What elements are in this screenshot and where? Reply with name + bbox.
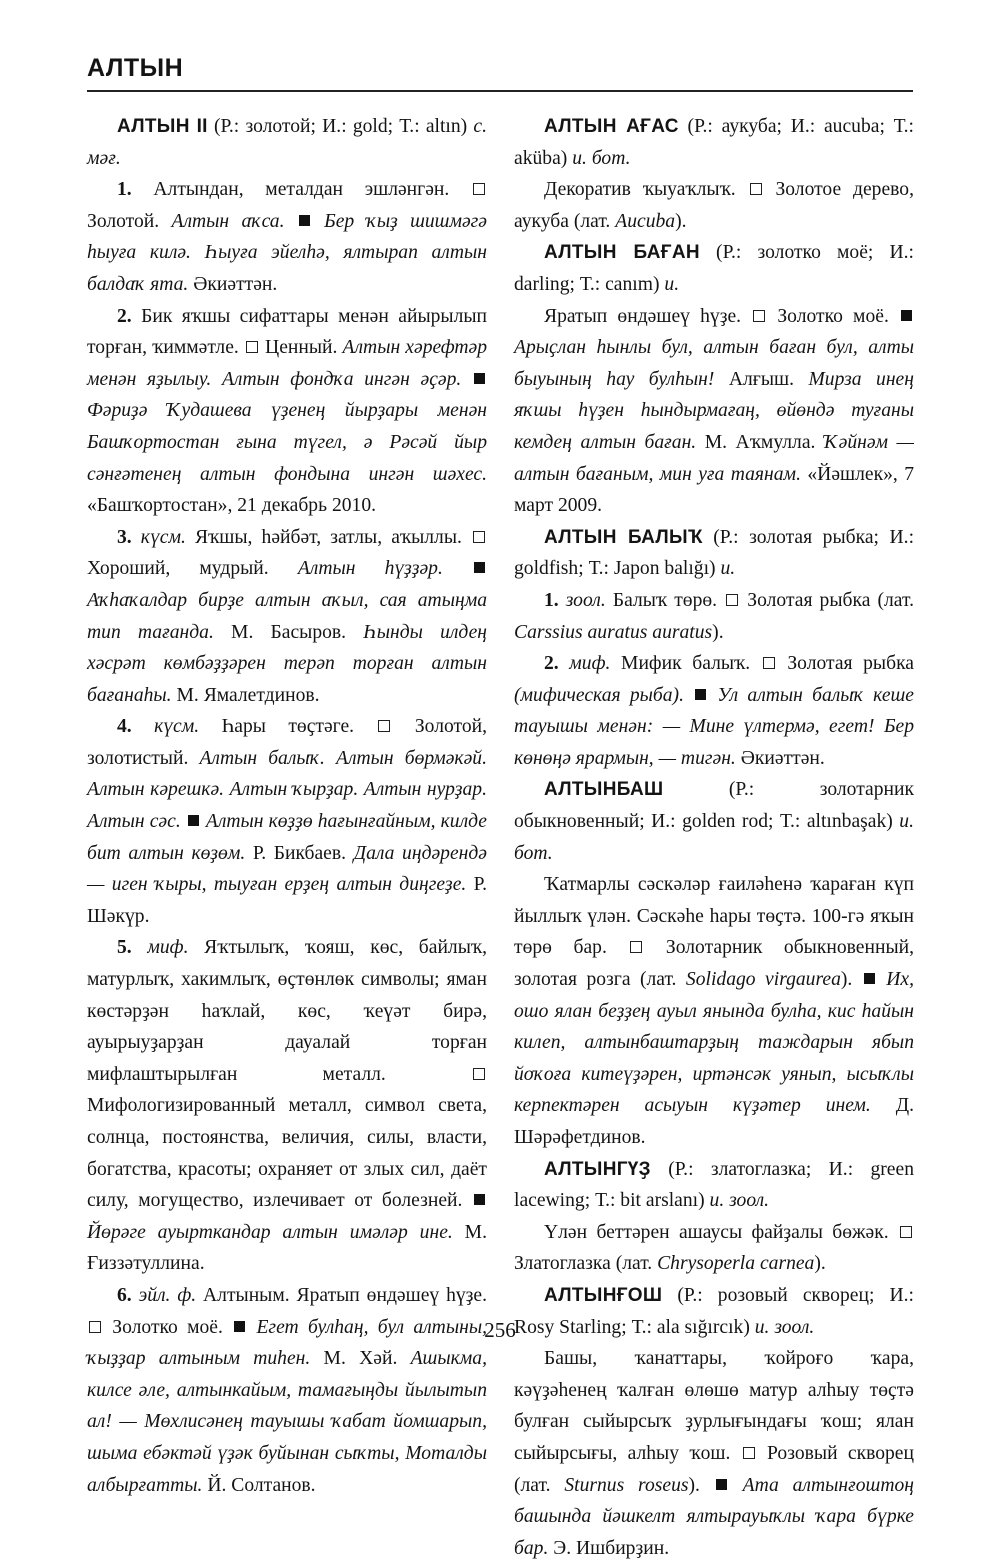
page-number: 256	[484, 1318, 516, 1342]
russian-translation: Золотое дерево, аукуба (лат.	[514, 179, 914, 232]
headword: АЛТЫН БАЛЫҠ	[544, 526, 703, 548]
definition: Яҡшы, һәйбәт, затлы, аҡыллы.	[185, 526, 471, 548]
latin-name: Carssius auratus auratus	[514, 621, 713, 643]
russian-translation: Розовый скворец (лат.	[514, 1442, 914, 1496]
source: М. Ямалетдинов.	[171, 684, 320, 706]
definition-block	[514, 869, 914, 1153]
quotation: Фәриҙә Ҡудашева үҙенең йырҙары менән Башҡортостан ғына түгел, ә Рәсәй йыр сәнғәтенең алтын фондына ингән шәхес.	[87, 400, 487, 485]
left-column	[87, 111, 487, 1501]
entry-languages: (Р.: золотая рыбка; И.: goldfish; Т.: Japon balığı)	[514, 526, 915, 580]
definition-block	[514, 1343, 914, 1564]
example-square-icon	[188, 815, 199, 826]
translation-square-icon	[630, 941, 642, 953]
example-square-icon	[695, 689, 706, 700]
grammar-label: и. бот.	[514, 811, 914, 864]
definition: Мифик балыҡ.	[610, 653, 761, 675]
grammar-label: күсм.	[131, 716, 200, 738]
closing: ).	[675, 210, 687, 232]
latin-name: Solidago virgaurea	[685, 969, 841, 991]
example-square-icon	[474, 373, 485, 384]
russian-translation: Золотко моё.	[103, 1316, 233, 1338]
definition: Ҡатмарлы сәскәләр ғаиләһенә ҡараған күп йыллыҡ үлән. Сәскәһе һары төҫтә. 100-гә яҡын төрө бар.	[514, 874, 914, 959]
definition: Алтындан, металдан эшләнгән.	[131, 179, 471, 201]
latin-name: Aucuba	[615, 210, 676, 232]
quotation: Арыҫлан һынлы бул, алтын баған бул, алты быуының һау булһын!	[514, 337, 914, 390]
definition: Яратып өндәшеү һүҙе.	[544, 305, 752, 327]
quotation: Ул алтын балыҡ кеше тауышы менән: — Мине үлтермә, егет! Бер көнөңә ярармын, — тигән.	[514, 684, 914, 769]
grammar-label: и. зоол.	[709, 1190, 770, 1212]
russian-translation: Золотая рыбка (лат.	[740, 589, 914, 611]
translation-square-icon	[473, 531, 485, 543]
headword: АЛТЫН БАҒАН	[544, 242, 700, 264]
headword: АЛТЫНҒОШ	[544, 1284, 663, 1306]
sense-number: 3.	[117, 526, 132, 548]
sense-number: 6.	[117, 1284, 132, 1306]
source: Э. Ишбирҙин.	[548, 1537, 670, 1559]
translation-square-icon	[378, 720, 390, 732]
entry-languages: (Р.: золотой; И.: gold; Т.: altın)	[207, 116, 474, 137]
translation-square-icon	[246, 341, 258, 353]
translation-square-icon	[763, 657, 775, 669]
entry-headline	[514, 774, 914, 869]
grammar-label: эйл. ф.	[131, 1284, 197, 1306]
grammar-label: миф.	[131, 937, 189, 959]
source: М. Ғиззәтуллина.	[87, 1221, 487, 1275]
source: Әкиәттән.	[188, 273, 278, 295]
source: «Башҡортостан», 21 декабрь 2010.	[87, 495, 377, 517]
page-header	[87, 52, 913, 84]
quotation: Дала иңдәрендә — иген ҡыры, тыуған ерҙең алтын диңгеҙе.	[87, 842, 487, 896]
sense-4	[87, 711, 487, 932]
definition-block	[514, 1217, 914, 1280]
source: Й. Солтанов.	[202, 1474, 316, 1496]
sense-number: 1.	[544, 589, 559, 611]
example-square-icon	[474, 562, 485, 573]
quotation: Йөрәге ауырткандар алтын имәләр ине.	[87, 1221, 453, 1243]
quotation: Һынды илдең хәсрәт көмбәҙҙәрен терәп торған алтын бағанаһы.	[87, 621, 487, 706]
sense-number: 2.	[544, 653, 559, 675]
sense-5	[87, 932, 487, 1280]
definition: Бик яҡшы сифаттары менән айырылып торған, ҡиммәтле.	[87, 305, 487, 359]
translation-square-icon	[743, 1447, 755, 1459]
entry-headline	[514, 237, 914, 300]
entry-languages: (Р.: золотко моё; И.: darling; Т.: canım)	[514, 242, 914, 295]
source: М. Басыров.	[213, 621, 347, 643]
sense-2	[514, 648, 914, 774]
example-square-icon	[716, 1479, 727, 1490]
sense-6	[87, 1280, 487, 1501]
sense-number: 1.	[117, 179, 132, 201]
source: Р. Бикбаев.	[245, 842, 347, 864]
example-square-icon	[474, 1194, 485, 1205]
entry-languages: (Р.: розовый скворец; И.: Rosy Starling; Т.: ala sığırcık)	[514, 1284, 914, 1338]
source: Алғыш.	[714, 368, 794, 390]
example-square-icon	[901, 310, 912, 321]
sense-2	[87, 301, 487, 522]
sense-number: 2.	[117, 305, 132, 327]
example-square-icon	[864, 973, 875, 984]
entry-languages: (Р.: золотарник обыкновенный; И.: golden rod; Т.: altınbaşak)	[514, 779, 914, 833]
sense-number: 4.	[117, 716, 132, 738]
entry-headline	[87, 111, 487, 174]
translation-square-icon	[900, 1226, 912, 1238]
quotation: Бер ҡыҙ шишмәгә һыуға килә. Һыуға эйелһә, ялтырап алтын балдаҡ ята.	[87, 210, 487, 295]
definition: Алтыным. Яратып өндәшеү һүҙе.	[196, 1284, 487, 1306]
grammar-label: и. бот.	[572, 147, 631, 169]
grammar-label: с. мәғ.	[87, 116, 487, 169]
quotation: Их, ошо ялан беҙҙең ауыл янында булһа, кис һайын килеп, алтынбаштарҙың таждарын ябып йоҡоға китеүҙәрен, иртәнсәк уянып, ысыҡлы керпектәрен асыуын күҙәтер инем.	[514, 969, 914, 1117]
running-head: АЛТЫН	[87, 54, 184, 82]
entry-languages: (Р.: златоглазка; И.: green lacewing; Т.: bit arslanı)	[514, 1158, 914, 1212]
definition-block	[514, 301, 914, 522]
russian-translation: Хороший, мудрый.	[87, 558, 298, 580]
definition-block	[514, 174, 914, 237]
grammar-label: и.	[720, 558, 736, 580]
sense-1	[87, 174, 487, 300]
grammar-label: и. зоол.	[754, 1316, 815, 1338]
grammar-label: и.	[664, 273, 680, 295]
source: Д. Шәрәфетдинов.	[514, 1095, 914, 1148]
definition: Декоратив ҡыуаҡлыҡ.	[544, 179, 748, 201]
closing: ).	[688, 1474, 700, 1496]
entry-headline	[514, 522, 914, 585]
headword: АЛТЫНБАШ	[544, 779, 664, 801]
source: М. Хәй.	[310, 1348, 398, 1370]
entry-languages: (Р.: аукуба; И.: aucuba; Т.: aküba)	[514, 116, 915, 169]
latin-name: Chrysoperla carnea	[657, 1253, 815, 1275]
russian-translation: Золотко моё.	[767, 305, 899, 327]
sense-number: 5.	[117, 937, 132, 959]
right-column	[514, 111, 914, 1564]
header-rule	[87, 90, 913, 92]
russian-translation: Мифологизированный металл, символ света, солнца, постоянства, величия, силы, власти, богатства, красоты; охраняет от злых сил, даёт силу, могущество, излечивает от болезней.	[87, 1095, 487, 1212]
closing: ).	[840, 969, 853, 991]
quotation: Ашыкма, килсе әле, алтынкайым, тамағыңды йылытып ал! — Мөхлисәнең тауышы ҡабат йомшарып, шыма ебәктәй үҙәк буйынан сыҡты, Моталды албырғатты.	[87, 1348, 487, 1496]
source: М. Аҡмулла.	[696, 431, 816, 453]
example: Алтын аҡса.	[171, 210, 285, 232]
russian-gloss: (мифическая рыба).	[514, 684, 684, 706]
example: Алтын хәрефтәр менән яҙылыу. Алтын фондҡа ингән әҫәр.	[87, 337, 487, 390]
grammar-label: күсм.	[131, 526, 186, 548]
quotation: Алтын көҙҙө һағынғайным, килде бит алтын көҙөм.	[87, 811, 487, 864]
russian-translation: Золотарник обыкновенный, золотая розга (лат.	[514, 937, 914, 991]
quotation: Ата алтынғоштоң башында йәшкелт ялтырауыҡлы ҡара бүрке бар.	[514, 1474, 914, 1559]
translation-square-icon	[726, 594, 738, 606]
russian-translation: Златоглазка (лат.	[514, 1253, 658, 1275]
grammar-label: зоол.	[558, 589, 606, 611]
definition: Яҡтылыҡ, ҡояш, көс, байлыҡ, матурлыҡ, хакимлыҡ, өҫтөнлөк символы; яман көстәрҙән һаҡлай, көс, ҡеүәт бирә, ауырыуҙарҙан дауалай торған мифлаштырылған металл.	[87, 937, 488, 1085]
quotation: Егет булһаң, бул алтыны, ҡыҙҙар алтыным тиһен.	[87, 1316, 487, 1370]
russian-translation: Золотой, золотистый.	[87, 716, 488, 769]
russian-translation: Ценный.	[259, 337, 343, 359]
translation-square-icon	[473, 183, 485, 195]
definition: Һары төҫтәге.	[199, 716, 377, 738]
headword: АЛТЫНГҮҘ	[544, 1158, 651, 1180]
sense-3	[87, 522, 487, 712]
example: Алтын балыҡ. Алтын бөрмәкәй. Алтын кәрешкә. Алтын ҡырҙар. Алтын нурҙар. Алтын сәс.	[87, 747, 487, 833]
source: Р. Шәкүр.	[87, 874, 487, 927]
definition: Үлән беттәрен ашаусы файҙалы бөжәк.	[544, 1221, 898, 1243]
translation-square-icon	[750, 183, 762, 195]
source: «Йәшлек», 7 март 2009.	[514, 463, 914, 517]
entry-headline	[514, 111, 914, 174]
closing: ).	[814, 1253, 826, 1275]
russian-translation: Золотой.	[87, 210, 172, 232]
closing: ).	[712, 621, 724, 643]
translation-square-icon	[753, 310, 765, 322]
quotation: Мирза инең яҡшы һүҙен һындырмағаң, өйөндә туғаны кемдең алтын баған.	[514, 368, 914, 453]
quotation: Аҡһаҡалдар бирҙе алтын аҡыл, сая атыңма тип тағанда.	[87, 589, 487, 643]
definition: Башы, ҡанаттары, ҡойроғо ҡара, кәүҙәһенең ҡалған өлөшө матур алһыу төҫтә булған сыйырсыҡ ҙурлығындағы ҡош; ялан сыйырсығы, алһыу ҡош.	[514, 1348, 914, 1464]
definition: Балыҡ төрө.	[605, 589, 725, 611]
entry-headline	[514, 1154, 914, 1217]
russian-translation: Золотая рыбка	[776, 653, 914, 675]
source: Әкиәттән.	[735, 747, 825, 769]
headword: АЛТЫН АҒАС	[544, 116, 679, 137]
headword: АЛТЫН II	[117, 116, 208, 137]
sense-1	[514, 585, 914, 648]
quotation: Ҡәйнәм — алтын бағаным, мин уға таянам.	[514, 431, 914, 485]
translation-square-icon	[473, 1068, 485, 1080]
example: Алтын һүҙҙәр.	[297, 558, 443, 580]
grammar-label: миф.	[558, 653, 611, 675]
latin-name: Sturnus roseus	[564, 1474, 689, 1496]
example-square-icon	[299, 215, 310, 226]
